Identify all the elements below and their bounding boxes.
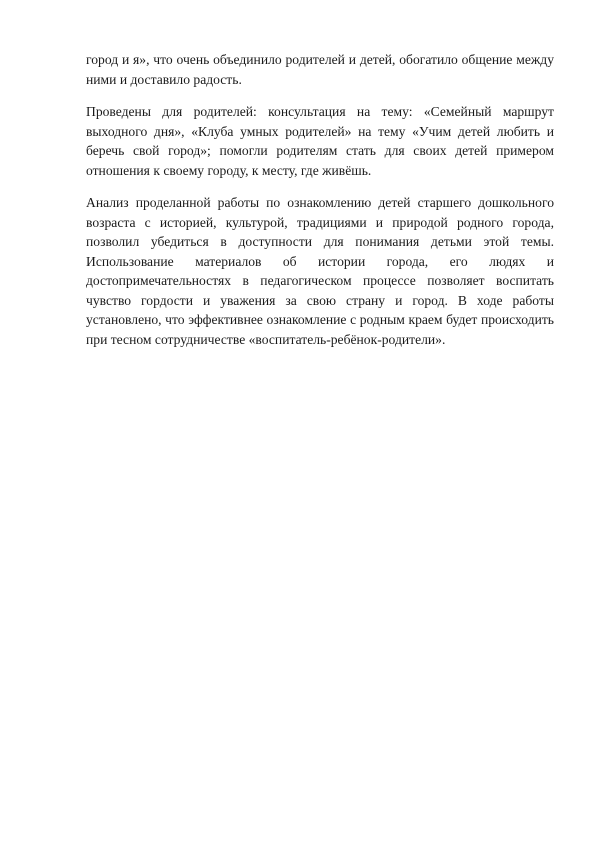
paragraph-parents-city: город и я», что очень объединило родителей и детей, обогатило общение между ними и доставило радость.: [86, 52, 554, 87]
paragraph-analysis-conclusion: Анализ проделанной работы по ознакомлению детей старшего дошкольного возраста с историей, культурой, традициями и природой родного города, позволил убедиться в доступности для понимания детьми этой темы. Использование материалов об истории города, его людях и достопримечательностях в педагогическом процессе позволяет воспитать чувство гордости и уважения за свою страну и город. В ходе работы установлено, что эффективнее ознакомление с родным краем будет происходить при тесном сотрудничестве «воспитатель-ребёнок-родители».: [86, 195, 554, 347]
paragraph-consultations: Проведены для родителей: консультация на тему: «Семейный маршрут выходного дня», «Клуба умных родителей» на тему «Учим детей любить и беречь свой город»; помогли родителям стать для своих детей примером отношения к своему городу, к месту, где живёшь.: [86, 104, 554, 178]
document-body: [86, 50, 554, 362]
